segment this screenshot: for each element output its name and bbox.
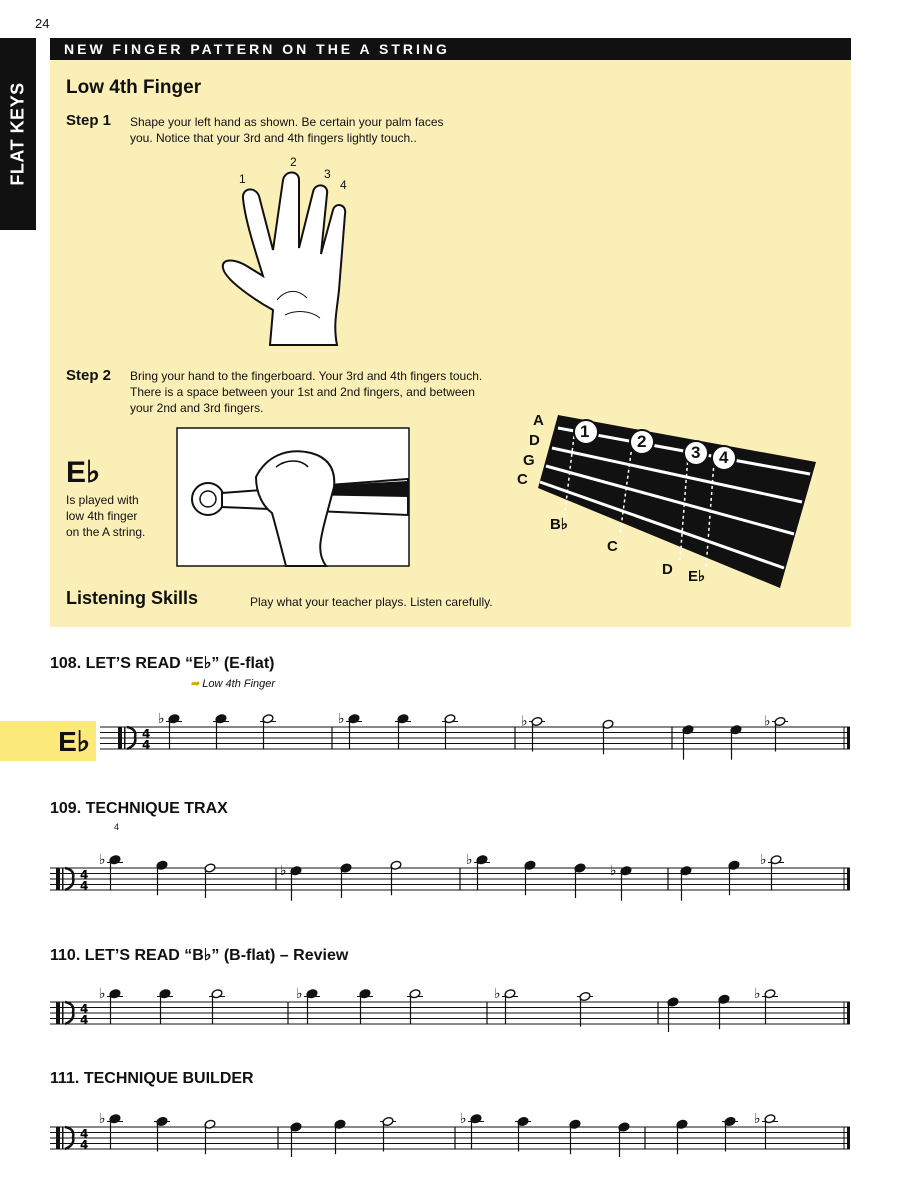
- quarter-note: [168, 714, 180, 724]
- time-signature-top: 4: [80, 1127, 89, 1141]
- clef-bar: [62, 868, 64, 890]
- quarter-note: [359, 989, 371, 999]
- time-signature-bottom: 4: [80, 1013, 89, 1027]
- step2-line2: There is a space between your 1st and 2nd fingers, and between: [130, 385, 475, 399]
- eflat-explanation: [66, 492, 145, 540]
- fingerboard-finger-4: 4: [719, 448, 729, 467]
- clef-bar: [118, 727, 122, 749]
- quarter-note: [524, 860, 536, 870]
- quarter-note: [676, 1119, 688, 1129]
- quarter-note: [156, 1116, 168, 1126]
- eflat-note-label: E♭: [66, 456, 101, 489]
- clef-bar: [56, 1002, 60, 1024]
- time-signature-top: 4: [142, 727, 151, 741]
- eflat-line2: low 4th finger: [66, 509, 138, 523]
- eflat-line1: Is played with: [66, 493, 139, 507]
- final-barline-thick: [847, 1002, 850, 1024]
- hand-finger-3: 3: [324, 167, 331, 181]
- exercise-110-title: 110. LET’S READ “B♭” (B-flat) – Review: [50, 947, 349, 964]
- quarter-note: [724, 1116, 736, 1126]
- quarter-note: [215, 714, 227, 724]
- side-tab-flat-keys: [0, 38, 36, 230]
- flat-accidental: ♭: [99, 985, 106, 1002]
- step2-text: [130, 368, 482, 416]
- side-tab-label: FLAT KEYS: [7, 82, 28, 186]
- step2-line3: your 2nd and 3rd fingers.: [130, 401, 264, 415]
- half-note: [204, 1119, 216, 1129]
- half-note: [211, 989, 223, 999]
- flat-accidental: ♭: [99, 1110, 106, 1127]
- note-label-eflat: E♭: [688, 568, 706, 585]
- string-label-d: D: [529, 432, 540, 449]
- step2-label: Step 2: [66, 367, 112, 384]
- quarter-note: [718, 994, 730, 1004]
- final-barline-thick: [847, 727, 850, 749]
- exercise-109-finger-mark: 4: [114, 822, 120, 832]
- listening-skills-text: Play what your teacher plays. Listen carefully.: [250, 595, 493, 609]
- flat-accidental: ♭: [610, 862, 617, 879]
- clef-bar: [56, 868, 60, 890]
- flat-accidental: ♭: [754, 1110, 761, 1127]
- time-signature-top: 4: [80, 1002, 89, 1016]
- clef-bar: [124, 727, 126, 749]
- quarter-note: [109, 989, 121, 999]
- flat-accidental: ♭: [521, 713, 528, 730]
- flat-accidental: ♭: [280, 862, 287, 879]
- step1-label: Step 1: [66, 112, 112, 129]
- quarter-note: [517, 1116, 529, 1126]
- quarter-note: [290, 1122, 302, 1132]
- eflat-highlight-tab: [0, 721, 96, 761]
- exercise-108-annotation: ➡ Low 4th Finger: [190, 678, 276, 690]
- clef-bar: [62, 1002, 64, 1024]
- fingerboard-finger-2: 2: [637, 432, 647, 451]
- final-barline-thick: [847, 868, 850, 890]
- exercise-108-title: 108. LET’S READ “E♭” (E-flat): [50, 655, 275, 672]
- flat-accidental: ♭: [460, 1110, 467, 1127]
- quarter-note: [620, 866, 632, 876]
- quarter-note: [348, 714, 360, 724]
- quarter-note: [470, 1114, 482, 1124]
- alto-clef: [127, 727, 135, 749]
- string-label-g: G: [523, 452, 535, 469]
- step1-text: [130, 114, 444, 146]
- flat-accidental: ♭: [764, 713, 771, 730]
- half-note: [390, 860, 402, 870]
- half-note: [774, 716, 786, 726]
- eflat-line3: on the A string.: [66, 525, 146, 539]
- note-label-c: C: [607, 538, 618, 555]
- note-label-bflat: B♭: [550, 516, 568, 533]
- flat-accidental: ♭: [760, 851, 767, 868]
- half-note: [770, 855, 782, 865]
- final-barline-thick: [847, 1127, 850, 1149]
- step1-line1: Shape your left hand as shown. Be certain your palm faces: [130, 115, 444, 129]
- half-note: [531, 716, 543, 726]
- half-note: [262, 714, 274, 724]
- quarter-note: [569, 1119, 581, 1129]
- panel-title: Low 4th Finger: [66, 77, 202, 98]
- page-number: 24: [35, 16, 50, 31]
- hand-finger-2: 2: [290, 155, 297, 169]
- exercise-111-title: 111. TECHNIQUE BUILDER: [50, 1070, 254, 1087]
- quarter-note: [682, 725, 694, 735]
- flat-accidental: ♭: [338, 710, 345, 727]
- half-note: [504, 989, 516, 999]
- alto-clef: [65, 868, 73, 890]
- time-signature-top: 4: [80, 868, 89, 882]
- quarter-note: [574, 863, 586, 873]
- quarter-note: [680, 866, 692, 876]
- half-note: [579, 991, 591, 1001]
- string-label-a: A: [533, 412, 544, 429]
- flat-accidental: ♭: [296, 985, 303, 1002]
- annotation-text: Low 4th Finger: [202, 678, 276, 690]
- step1-line2: you. Notice that your 3rd and 4th fingers lightly touch..: [130, 131, 417, 145]
- flat-accidental: ♭: [754, 985, 761, 1002]
- quarter-note: [728, 860, 740, 870]
- fingerboard-finger-3: 3: [691, 443, 701, 462]
- string-label-c: C: [517, 471, 528, 488]
- clef-bar: [56, 1127, 60, 1149]
- time-signature-bottom: 4: [80, 879, 89, 893]
- note-label-d: D: [662, 561, 673, 578]
- quarter-note: [156, 860, 168, 870]
- quarter-note: [340, 863, 352, 873]
- quarter-note: [730, 725, 742, 735]
- flat-accidental: ♭: [99, 851, 106, 868]
- hand-finger-4: 4: [340, 178, 347, 192]
- quarter-note: [667, 997, 679, 1007]
- half-note: [602, 719, 614, 729]
- eflat-tab-label: E♭: [58, 726, 90, 757]
- quarter-note: [290, 866, 302, 876]
- half-note: [764, 989, 776, 999]
- clef-bar: [62, 1127, 64, 1149]
- flat-accidental: ♭: [158, 710, 165, 727]
- alto-clef: [65, 1127, 73, 1149]
- quarter-note: [334, 1119, 346, 1129]
- exercise-109-title: 109. TECHNIQUE TRAX: [50, 800, 228, 817]
- flat-accidental: ♭: [494, 985, 501, 1002]
- section-header: NEW FINGER PATTERN ON THE A STRING: [50, 38, 851, 60]
- quarter-note: [476, 855, 488, 865]
- violin-hand-illustration: [176, 427, 410, 567]
- time-signature-bottom: 4: [142, 738, 151, 752]
- quarter-note: [109, 1114, 121, 1124]
- flat-accidental: ♭: [466, 851, 473, 868]
- half-note: [382, 1116, 394, 1126]
- step2-line1: Bring your hand to the fingerboard. Your 3rd and 4th fingers touch.: [130, 369, 483, 383]
- quarter-note: [618, 1122, 630, 1132]
- half-note: [444, 714, 456, 724]
- quarter-note: [397, 714, 409, 724]
- half-note: [764, 1114, 776, 1124]
- listening-skills-title: Listening Skills: [66, 588, 199, 608]
- quarter-note: [306, 989, 318, 999]
- quarter-note: [109, 855, 121, 865]
- hand-finger-1: 1: [239, 172, 246, 186]
- fingerboard-finger-1: 1: [580, 422, 590, 441]
- alto-clef: [65, 1002, 73, 1024]
- time-signature-bottom: 4: [80, 1138, 89, 1152]
- half-note: [204, 863, 216, 873]
- half-note: [409, 989, 421, 999]
- quarter-note: [159, 989, 171, 999]
